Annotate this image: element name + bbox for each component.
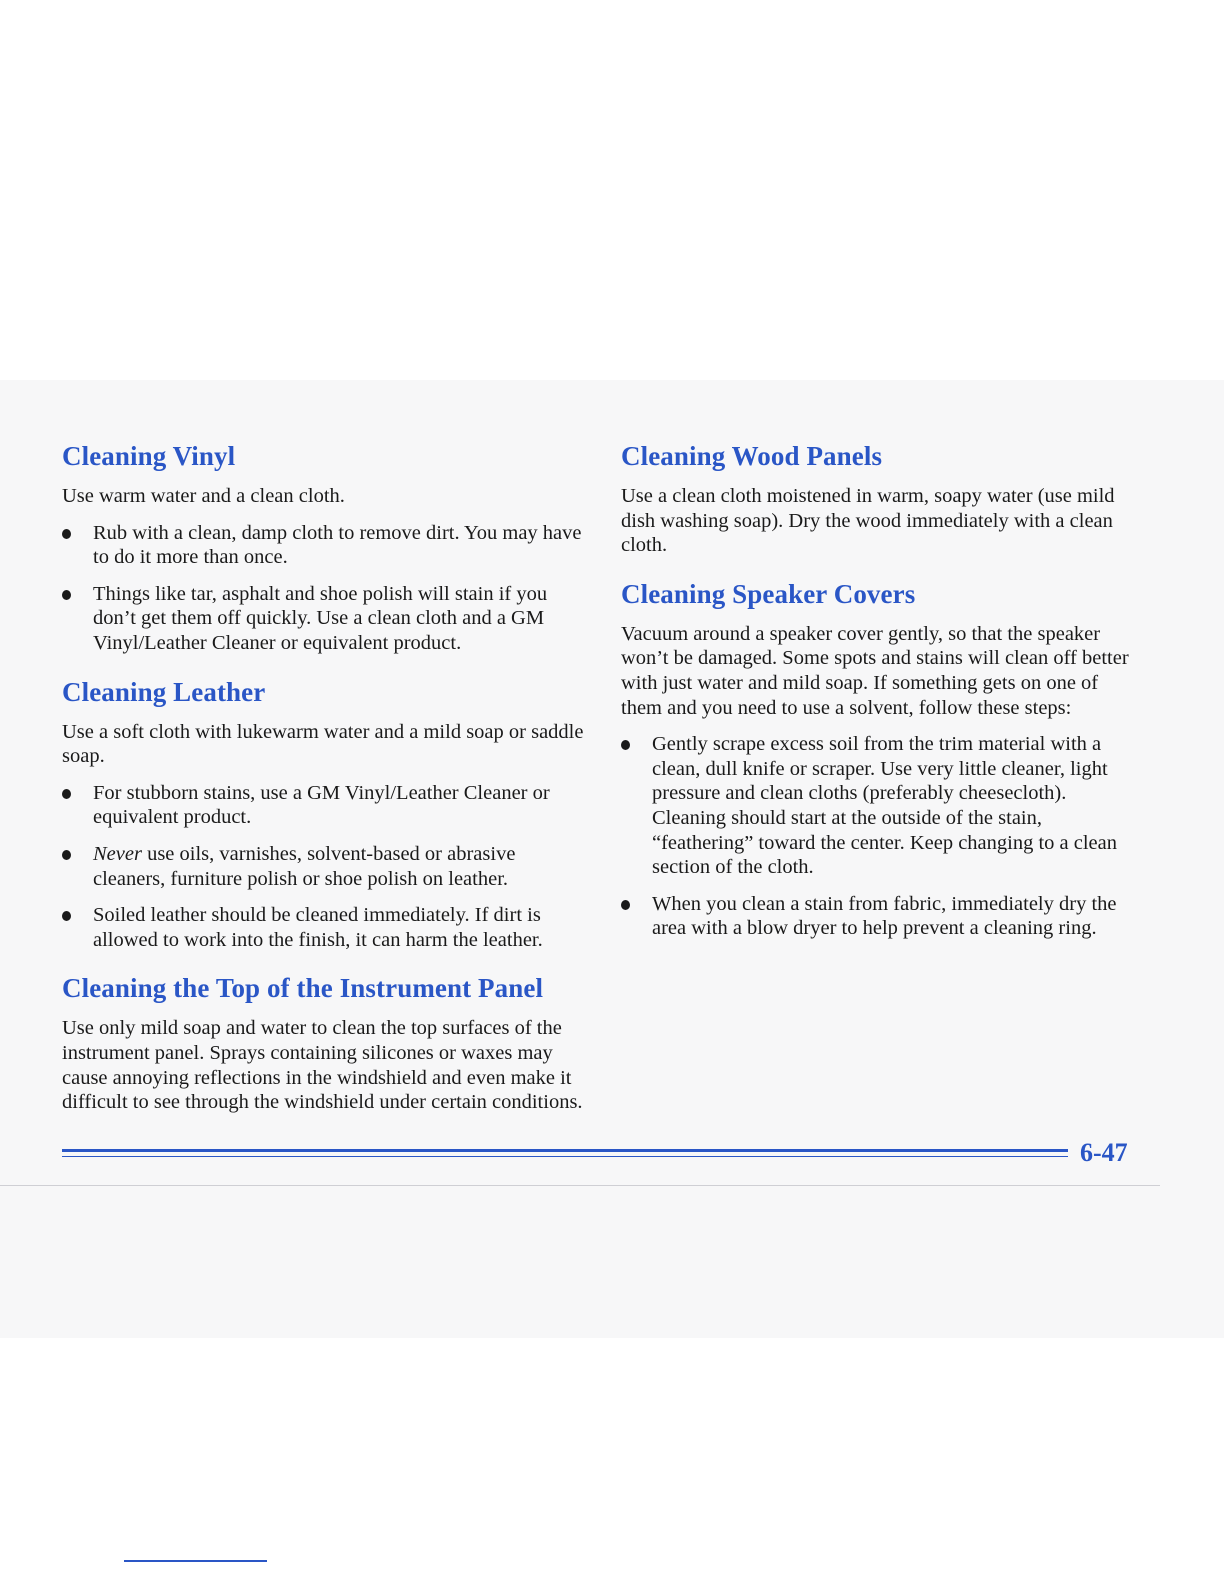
footer-rule — [62, 1149, 1068, 1161]
speaker-covers-intro: Vacuum around a speaker cover gently, so that the speaker won’t be damaged. Some spots and stains will clean off better with just water and mild soap. If something gets on one of them and you need to use a solvent, follow these steps: — [621, 622, 1129, 719]
footer-rule-thick — [62, 1149, 1068, 1152]
heading-cleaning-vinyl: Cleaning Vinyl — [62, 441, 236, 471]
heading-cleaning-speaker-covers: Cleaning Speaker Covers — [621, 578, 916, 609]
heading-cleaning-leather: Cleaning Leather — [62, 676, 266, 707]
heading-cleaning-wood-panels: Cleaning Wood Panels — [621, 441, 883, 471]
bullet-text: For stubborn stains, use a GM Vinyl/Leather Cleaner or equivalent product. — [93, 781, 550, 829]
bullet-text: Gently scrape excess soil from the trim material with a clean, dull knife or scraper. Use very little cleaner, light pressure and clean cloths (preferably cheesecloth). Cleaning should start at the outside of the stain, “feathering” toward the center. Keep changing to a clean section of the cloth. — [652, 733, 1118, 879]
bullet-icon — [62, 529, 71, 539]
leather-bullet-list — [62, 781, 584, 953]
never-emphasis: Never — [93, 842, 142, 865]
bullet-icon — [62, 911, 71, 921]
vinyl-intro: Use warm water and a clean cloth. — [62, 485, 345, 507]
list-item — [621, 732, 1143, 880]
footer-rule-thin — [62, 1156, 1068, 1157]
bullet-text: use oils, varnishes, solvent-based or abrasive cleaners, furniture polish or shoe polish on leather. — [93, 842, 516, 890]
bullet-icon — [621, 900, 630, 910]
page-number: 6-47 — [1080, 1138, 1128, 1167]
list-item — [621, 892, 1143, 941]
bullet-text: Soiled leather should be cleaned immediately. If dirt is allowed to work into the finish, it can harm the leather. — [93, 904, 543, 951]
scan-edge-line — [0, 1185, 1160, 1186]
list-item — [62, 781, 584, 830]
instrument-panel-body: Use only mild soap and water to clean the top surfaces of the instrument panel. Sprays containing silicones or waxes may cause annoying reflections in the windshield and even make it difficult to see through the windshield under certain conditions. — [62, 1017, 583, 1114]
list-item — [62, 521, 584, 570]
bullet-icon — [62, 789, 71, 799]
list-item — [62, 842, 584, 891]
bullet-icon — [62, 590, 71, 600]
wood-panels-body: Use a clean cloth moistened in warm, soapy water (use mild dish washing soap). Dry the wood immediately with a clean cloth. — [621, 485, 1115, 557]
heading-cleaning-instrument-panel: Cleaning the Top of the Instrument Panel — [62, 973, 544, 1004]
left-column — [62, 438, 584, 1127]
list-item — [62, 582, 584, 656]
bullet-text: When you clean a stain from fabric, immediately dry the area with a blow dryer to help prevent a cleaning ring. — [652, 892, 1117, 940]
bullet-icon — [62, 850, 71, 860]
bullet-text: Things like tar, asphalt and shoe polish will stain if you don’t get them off quickly. Use a clean cloth and a GM Vinyl/Leather Cleaner or equivalent product. — [93, 582, 548, 654]
list-item — [62, 903, 584, 952]
vinyl-bullet-list — [62, 521, 584, 656]
decorative-underline — [124, 1560, 267, 1562]
right-column — [621, 438, 1143, 955]
bullet-icon — [621, 740, 630, 750]
leather-intro: Use a soft cloth with lukewarm water and a mild soap or saddle soap. — [62, 720, 584, 768]
speaker-bullet-list — [621, 732, 1143, 941]
bullet-text: Rub with a clean, damp cloth to remove dirt. You may have to do it more than once. — [93, 521, 582, 569]
